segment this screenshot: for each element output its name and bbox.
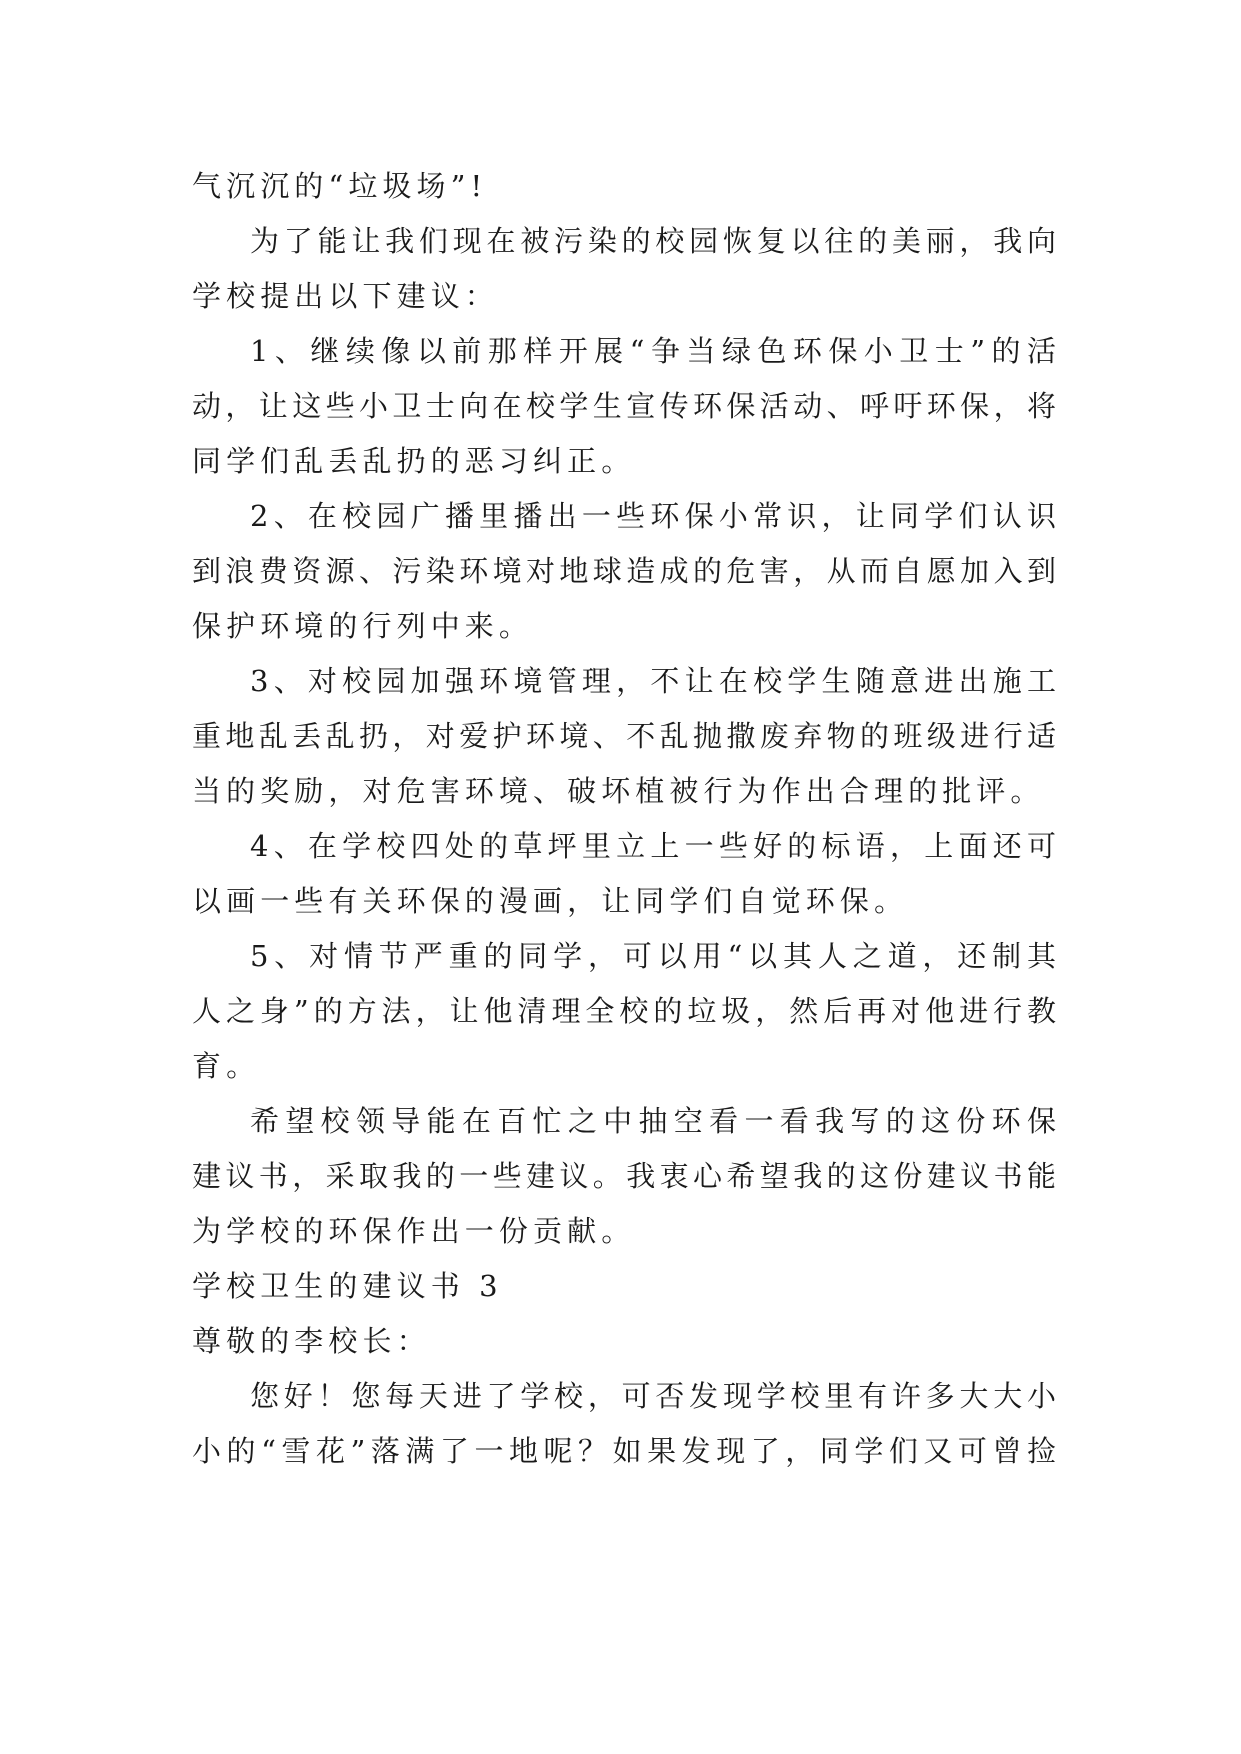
paragraph-line: 建议书，采取我的一些建议。我衷心希望我的这份建议书能 [192,1159,1056,1193]
list-item-2-line: 2、在校园广播里播出一些环保小常识，让同学们认识 [250,499,1056,533]
paragraph-line: 小的“雪花”落满了一地呢？如果发现了，同学们又可曾捡 [192,1434,1056,1468]
list-item-5-line: 育。 [192,1049,261,1083]
salutation: 尊敬的李校长： [192,1324,431,1358]
section-heading: 学校卫生的建议书 3 [192,1269,503,1303]
list-item-3-line: 3、对校园加强环境管理，不让在校学生随意进出施工 [250,664,1056,698]
paragraph-line: 为了能让我们现在被污染的校园恢复以往的美丽，我向 [250,224,1056,258]
list-item-3-line: 当的奖励，对危害环境、破坏植被行为作出合理的批评。 [192,774,1045,808]
paragraph-line: 希望校领导能在百忙之中抽空看一看我写的这份环保 [250,1104,1056,1138]
list-item-4-line: 以画一些有关环保的漫画，让同学们自觉环保。 [192,884,909,918]
paragraph-line: 气沉沉的“垃圾场”! [192,169,488,203]
list-item-4-line: 4、在学校四处的草坪里立上一些好的标语，上面还可 [250,829,1056,863]
paragraph-line: 您好！您每天进了学校，可否发现学校里有许多大大小 [250,1379,1056,1413]
list-item-1-line: 同学们乱丢乱扔的恶习纠正。 [192,444,636,478]
list-item-2-line: 保护环境的行列中来。 [192,609,534,643]
list-item-3-line: 重地乱丢乱扔，对爱护环境、不乱抛撒废弃物的班级进行适 [192,719,1056,753]
list-item-1-line: 动，让这些小卫士向在校学生宣传环保活动、呼吁环保，将 [192,389,1056,423]
list-item-2-line: 到浪费资源、污染环境对地球造成的危害，从而自愿加入到 [192,554,1056,588]
paragraph-line: 为学校的环保作出一份贡献。 [192,1214,636,1248]
paragraph-line: 学校提出以下建议： [192,279,499,313]
list-item-5-line: 人之身”的方法，让他清理全校的垃圾，然后再对他进行教 [192,994,1056,1028]
list-item-1-line: 1、继续像以前那样开展“争当绿色环保小卫士”的活 [250,334,1056,368]
list-item-5-line: 5、对情节严重的同学，可以用“以其人之道，还制其 [250,939,1056,973]
